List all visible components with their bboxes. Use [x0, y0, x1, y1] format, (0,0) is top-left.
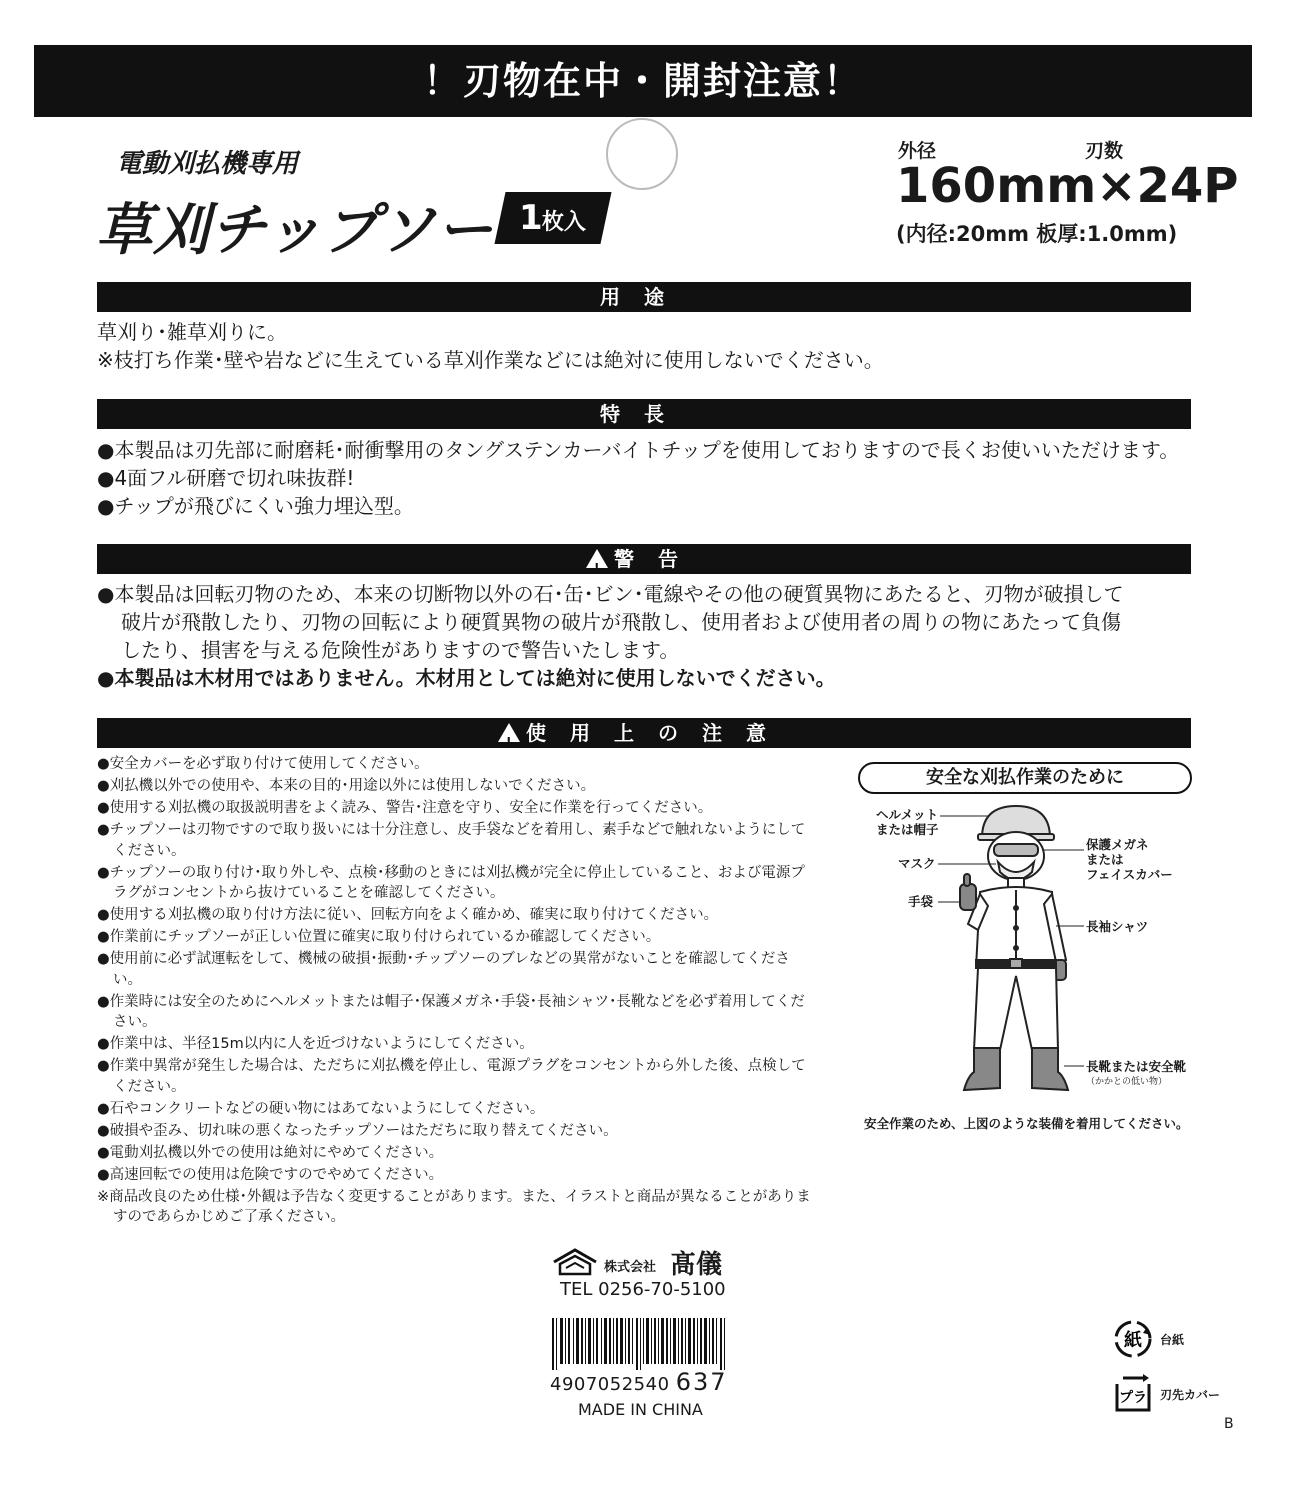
warning-line: ●本製品は回転刃物のため、本来の切断物以外の石･缶･ビン･電線やその他の硬質異物にあたると、刃物が破損して: [97, 582, 1124, 606]
country-of-origin: MADE IN CHINA: [578, 1400, 703, 1419]
hang-hole: [606, 118, 678, 190]
paper-mark-text: 紙: [1124, 1330, 1142, 1351]
barcode-digits-tail: 637: [675, 1368, 728, 1396]
precaution-item: ●高速回転での使用は危険ですのでやめてください。: [97, 1166, 444, 1183]
precaution-item: ●使用する刈払機の取扱説明書をよく読み、警告･注意を守り、安全に作業を行ってください。: [97, 800, 713, 816]
precaution-item: ●作業中は、半径15m以内に人を近づけないようにしてください。: [97, 1036, 534, 1052]
usage-heading: 用途: [97, 282, 1191, 312]
label-mask: マスク: [898, 856, 936, 871]
safety-heading: 安全な刈払作業のために: [858, 762, 1192, 794]
precaution-item: ●作業中異常が発生した場合は、ただちに刈払機を停止し、電源プラグをコンセントから外した後、点検してください。: [97, 1058, 806, 1095]
label-boots: 長靴または安全靴: [1086, 1059, 1187, 1074]
label-helmet-sub: または帽子: [876, 822, 939, 837]
warning-triangle-icon: [498, 723, 520, 742]
features-text: [97, 436, 1207, 520]
precaution-item: ●使用前に必ず試運転をして、機械の破損･振動･チップソーのブレなどの異常がないことを確認してください。: [97, 951, 790, 988]
precaution-item: ●破損や歪み、切れ味の悪くなったチップソーはただちに取り替えてください。: [97, 1122, 618, 1139]
label-gloves: 手袋: [908, 894, 934, 909]
label-goggles: 保護メガネ: [1086, 837, 1149, 852]
barcode-icon: [552, 1318, 732, 1370]
feature-line: ●4面フル研磨で切れ味抜群!: [97, 466, 355, 490]
label-sleeves: 長袖シャツ: [1086, 919, 1149, 934]
precaution-item: ●電動刈払機以外での使用は絶対にやめてください。: [97, 1144, 444, 1161]
spec-main: 160mm×24P: [896, 158, 1239, 214]
figure-caption: 安全作業のため、上図のような装備を着用してください。: [864, 1116, 1189, 1131]
company-tel: TEL 0256-70-5100: [560, 1279, 726, 1300]
worker-illustration: [860, 800, 1200, 1100]
teeth-label: 刃数: [1085, 140, 1124, 162]
label-goggles-sub1: または: [1086, 852, 1124, 867]
warning-heading-bar: [97, 544, 1191, 574]
precaution-item: ●作業前にチップソーが正しい位置に確実に取り付けられているか確認してください。: [97, 929, 661, 945]
product-title: 草刈チップソー: [96, 198, 494, 263]
features-heading: 特長: [97, 399, 1191, 429]
precaution-item: ●安全カバーを必ず取り付けて使用してください。: [97, 756, 429, 772]
paper-recycle-label: 台紙: [1160, 1333, 1185, 1347]
usage-line: ※枝打ち作業･壁や岩などに生えている草刈作業などには絶対に使用しないでください。: [97, 348, 884, 372]
warning-heading: 警告: [614, 547, 702, 571]
precautions-heading: 使用上の注意: [526, 721, 790, 745]
warning-line: 破片が飛散したり、刃物の回転により硬質異物の破片が飛散し、使用者および使用者の周りの物にあたって負傷: [121, 610, 1121, 634]
feature-line: ●チップが飛びにくい強力埋込型。: [97, 494, 414, 518]
count-number: 1: [519, 198, 543, 238]
precaution-item: ●石やコンクリートなどの硬い物にはあてないようにしてください。: [97, 1100, 545, 1117]
barcode-number: [550, 1368, 728, 1396]
product-subtitle: 電動刈払機専用: [116, 149, 299, 179]
version-mark: B: [1224, 1416, 1234, 1432]
precaution-item: ●使用する刈払機の取り付け方法に従い、回転方向をよく確かめ、確実に取り付けてください。: [97, 907, 719, 923]
company-logo-icon: [552, 1246, 598, 1278]
outer-diameter-label: 外径: [898, 140, 937, 162]
warning-text: [97, 580, 1207, 692]
paper-recycle-icon: [1111, 1317, 1155, 1361]
usage-text: [97, 318, 1207, 374]
company-prefix: 株式会社: [604, 1260, 657, 1275]
plastic-recycle-label: 刃先カバー: [1160, 1388, 1221, 1402]
warning-line-strong: ●本製品は木材用ではありません。木材用としては絶対に使用しないでください。: [97, 666, 836, 690]
precaution-note: ※商品改良のため仕様･外観は予告なく変更することがあります。また、イラストと商品が異なることがありますのであらかじめご了承ください。: [97, 1188, 811, 1225]
barcode-digits-main: 4907052540: [550, 1374, 670, 1395]
precaution-item: ●刈払機以外での使用や、本来の目的･用途以外には使用しないでください。: [97, 778, 596, 794]
usage-line: 草刈り･雑草刈りに。: [97, 320, 287, 344]
safety-figure: [860, 800, 1200, 1100]
precaution-item: ●チップソーは刃物ですので取り扱いには十分注意し、皮手袋などを着用し、素手などで触れないようにしてください。: [97, 822, 806, 859]
label-goggles-sub2: フェイスカバー: [1086, 867, 1173, 882]
warning-line: したり、損害を与える危険性がありますので警告いたします。: [121, 638, 680, 662]
precaution-item: ●作業時には安全のためにヘルメットまたは帽子･保護メガネ･手袋･長袖シャツ･長靴などを必ず着用してください。: [97, 993, 805, 1030]
company-name: 髙儀: [670, 1250, 723, 1280]
count-badge: [494, 192, 611, 244]
caution-banner: ！刃物在中・開封注意！: [34, 45, 1252, 117]
warning-triangle-icon: [586, 549, 608, 568]
label-helmet: ヘルメット: [876, 807, 939, 822]
precautions-heading-bar: [97, 718, 1191, 748]
plastic-mark-text: プラ: [1119, 1390, 1147, 1406]
precaution-item: ●チップソーの取り付け･取り外しや、点検･移動のときには刈払機が完全に停止していること、および電源プラグがコンセントから抜けていることを確認してください。: [97, 864, 805, 901]
spec-sub: (内径:20mm 板厚:1.0mm): [896, 222, 1178, 246]
precautions-list: [97, 754, 817, 1229]
feature-line: ●本製品は刃先部に耐磨耗･耐衝撃用のタングステンカーバイトチップを使用しておりますので長くお使いいただけます。: [97, 438, 1180, 462]
count-unit: 枚入: [541, 210, 586, 235]
plastic-recycle-icon: [1111, 1372, 1155, 1416]
label-boots-note: （かかとの低い物）: [1086, 1077, 1168, 1087]
